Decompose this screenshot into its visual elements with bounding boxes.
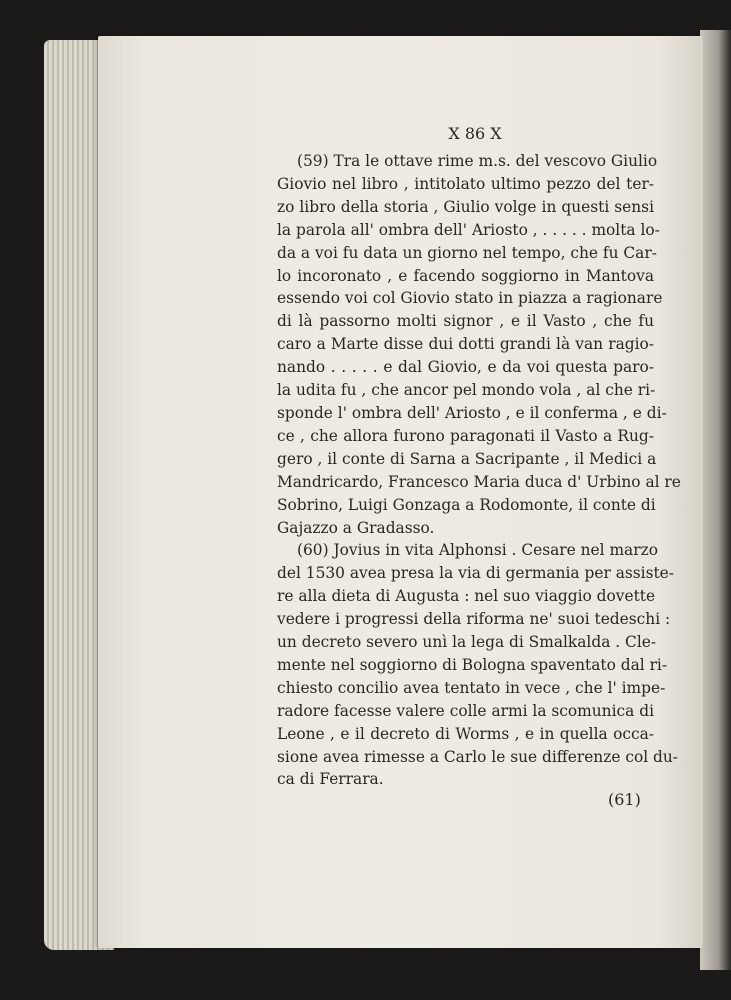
text-line: re alla dieta di Augusta : nel suo viaggio dovette (277, 587, 656, 606)
text-line: Mandricardo, Francesco Maria duca d' Urbino al re (277, 472, 681, 491)
text-line: ce , che allora furono paragonati il Vasto a Rug- (277, 426, 654, 445)
text-line: da a voi fu data un giorno nel tempo, che fu Car- (277, 243, 657, 262)
text-line: mente nel soggiorno di Bologna spaventato dal ri- (277, 655, 668, 674)
text-line: del 1530 avea presa la via di germania per assiste- (277, 564, 674, 583)
text-line: nando . . . . . e dal Giovio, e da voi questa paro- (277, 358, 654, 377)
text-line: sponde l' ombra dell' Ariosto , e il conferma , e di- (277, 403, 667, 422)
catchword: (61) (608, 790, 641, 809)
text-line: un decreto severo unì la lega di Smalkalda . Cle- (277, 633, 657, 652)
text-line: essendo voi col Giovio stato in piazza a ragionare (277, 289, 663, 308)
text-line: Sobrino, Luigi Gonzaga a Rodomonte, il conte di (277, 495, 656, 514)
note-60 (277, 539, 678, 791)
text-line: di là passorno molti signor , e il Vasto , che fu (277, 312, 654, 331)
text-line: (59) Tra le ottave rime m.s. del vescovo Giulio (297, 152, 658, 170)
text-line: chiesto concilio avea tentato in vece , che l' impe- (277, 678, 666, 697)
text-line: Giovio nel libro , intitolato ultimo pezzo del ter- (277, 174, 654, 193)
page-number: X 86 X (448, 124, 502, 143)
text-line: Leone , e il decreto di Worms , e in quella occa- (277, 724, 654, 743)
text-line: sione avea rimesse a Carlo le sue differenze col du- (277, 747, 678, 766)
facing-page-edge (700, 30, 731, 970)
text-line: (60) Jovius in vita Alphonsi . Cesare nel marzo (297, 541, 658, 560)
text-line: la parola all' ombra dell' Ariosto , . . . . . molta lo- (277, 220, 660, 239)
text-body (277, 150, 681, 791)
text-line: ca di Ferrara. (277, 770, 384, 789)
text-line: Gajazzo a Gradasso. (277, 518, 435, 537)
text-line: gero , il conte di Sarna a Sacripante , il Medici a (277, 449, 657, 468)
text-line: lo incoronato , e facendo soggiorno in Mantova (277, 266, 654, 285)
text-line: la udita fu , che ancor pel mondo vola , al che ri- (277, 381, 656, 400)
text-line: caro a Marte disse dui dotti grandi là van ragio- (277, 335, 654, 354)
text-line: vedere i progressi della riforma ne' suoi tedeschi : (277, 610, 671, 629)
note-59 (277, 150, 681, 539)
text-line: zo libro della storia , Giulio volge in questi sensi (277, 197, 654, 216)
text-line: radore facesse valere colle armi la scomunica di (277, 701, 654, 720)
